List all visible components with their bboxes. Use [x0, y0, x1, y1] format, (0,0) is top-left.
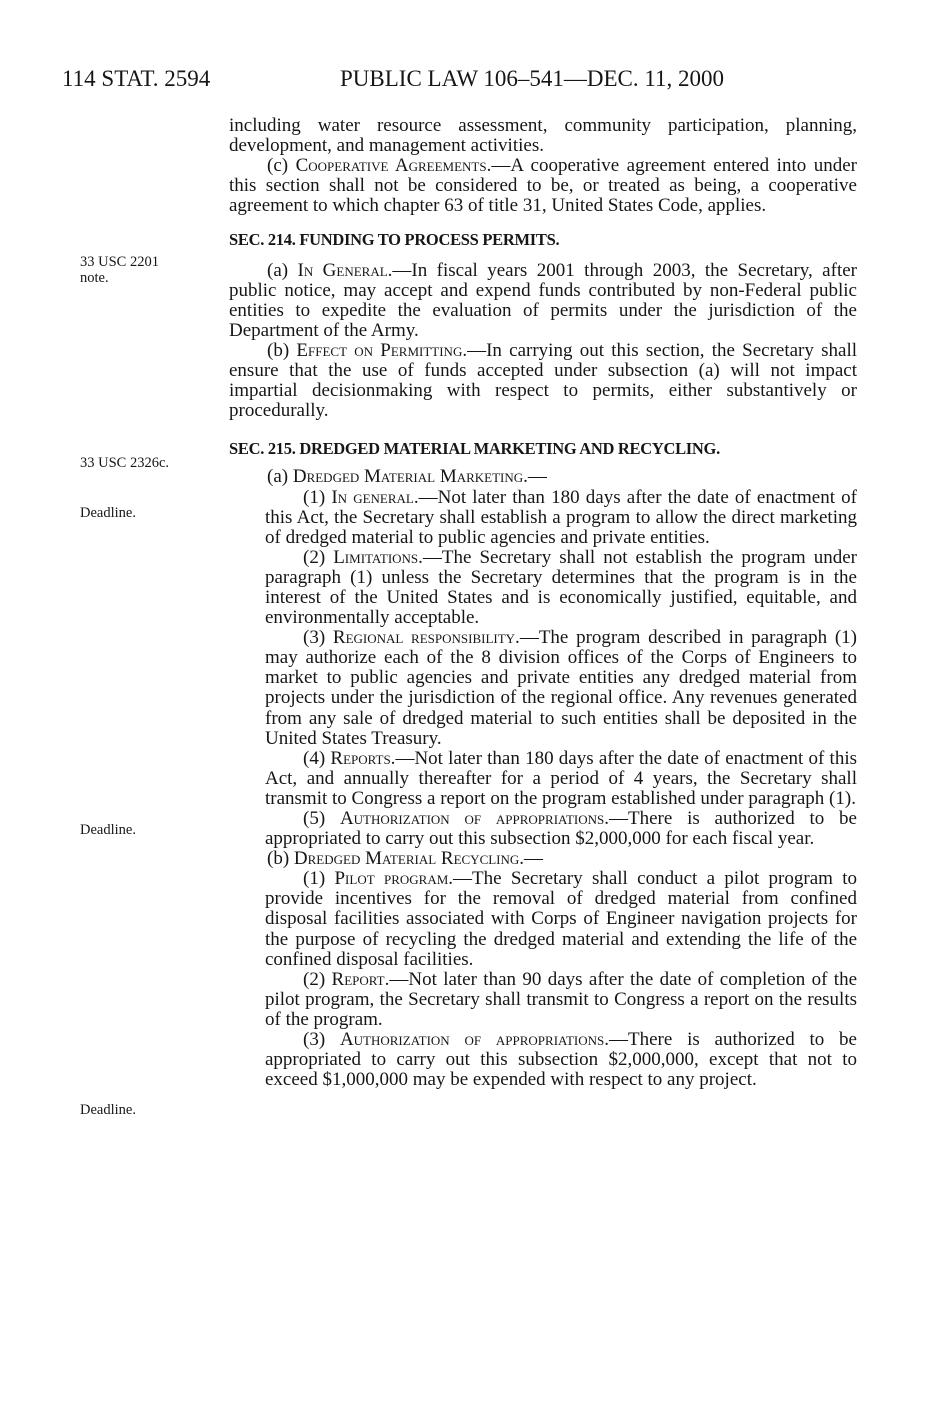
margin-note-line: note.	[80, 270, 109, 286]
section-215-heading: SEC. 215. DREDGED MATERIAL MARKETING AND RECYCLING.	[229, 439, 720, 459]
margin-note-deadline: Deadline.	[80, 1102, 136, 1118]
paragraph-prefix: (2)	[303, 968, 332, 990]
paragraph-heading: Effect on Permitting.	[296, 339, 468, 361]
paragraph-heading: Authorization of appropriations.	[339, 808, 609, 829]
paragraph-prefix: (2)	[303, 546, 334, 568]
paragraph-prefix: (3)	[303, 627, 333, 649]
paragraph-heading: In general.	[331, 486, 419, 508]
statute-body	[229, 116, 857, 1090]
section-215-a-3-regional-responsibility	[265, 628, 857, 749]
paragraph-heading: Dredged Material Recycling.	[293, 848, 525, 870]
section-215-subsection-a-heading	[229, 467, 857, 487]
section-214-heading: SEC. 214. FUNDING TO PROCESS PERMITS.	[229, 230, 560, 250]
paragraph-heading: Report.	[331, 968, 390, 990]
paragraph-prefix: (4)	[303, 747, 331, 769]
paragraph-text: —The program described in paragraph (1) may authorize each of the 8 division offices of the Corps of Engineers to market to public agencies and private entities any dredged material from projects under the jurisdiction of the regional office. Any revenues generated from any sale of dredged material to such entities shall be deposited in the United States Treasury.	[265, 627, 858, 749]
paragraph-text: —Not later than 180 days after the date of enactment of this Act, and annually thereafter for a period of 4 years, the Secretary shall transmit to Congress a report on the program established under paragraph (1).	[265, 747, 858, 809]
paragraph-heading: In General.	[297, 259, 393, 281]
section-215-b-1-pilot-program	[265, 869, 857, 969]
section-215-a-5-authorization	[265, 809, 857, 849]
paragraph-prefix: (b)	[267, 848, 294, 870]
paragraph-heading: Reports.	[330, 747, 396, 769]
paragraph-text: —Not later than 180 days after the date of enactment of this Act, the Secretary shall establish a program to allow the direct marketing of dredged material to public agencies and private entities.	[265, 486, 858, 548]
paragraph-dash: —	[524, 848, 544, 870]
paragraph-prefix: (1)	[303, 486, 332, 508]
paragraph-text: —In fiscal years 2001 through 2003, the Secretary, after public notice, may accept and expend funds contributed by non-Federal public entities to expedite the evaluation of permits under the jurisdiction of the Department of the Army.	[229, 259, 857, 341]
continuation-paragraph: including water resource assessment, community participation, planning, development, and management activities.	[229, 115, 857, 157]
paragraph-heading: Authorization of appropriations.	[339, 1029, 609, 1051]
section-215-a-4-reports	[265, 749, 857, 809]
paragraph-text: —There is authorized to be appropriated to carry out this subsection $2,000,000, except that not to exceed $1,000,000 may be expended with respect to any project.	[265, 1029, 857, 1091]
section-214-paragraph-b	[229, 341, 857, 421]
section-215-a-1-in-general	[265, 488, 857, 548]
paragraph-prefix: (3)	[303, 1029, 340, 1051]
paragraph-prefix: (a)	[267, 466, 293, 488]
paragraph-prefix: (b)	[267, 339, 297, 361]
paragraph-prefix: (1)	[303, 868, 335, 890]
margin-note-sec214-citation	[80, 254, 190, 286]
section-215-subsection-b-heading	[229, 849, 857, 869]
paragraph-heading: Pilot program.	[334, 868, 454, 890]
paragraph-dash: —	[527, 466, 547, 488]
margin-note-deadline: Deadline.	[80, 505, 136, 521]
paragraph-text: —A cooperative agreement entered into under this section shall not be considered to be, or treated as being, a cooperative agreement to which chapter 63 of title 31, United States Code, applies.	[229, 155, 857, 217]
paragraph-heading: Limitations.	[333, 546, 423, 568]
paragraph-heading: Cooperative Agreements.	[295, 155, 492, 177]
section-215-b-3-authorization	[265, 1030, 857, 1090]
paragraph-prefix: (a)	[267, 259, 298, 281]
section-214-paragraph-a	[229, 261, 857, 341]
public-law-title: PUBLIC LAW 106–541—DEC. 11, 2000	[340, 66, 725, 91]
paragraph-c-cooperative-agreements	[229, 156, 857, 216]
margin-note-line: 33 USC 2201	[80, 254, 159, 270]
paragraph-text: —In carrying out this section, the Secretary shall ensure that the use of funds accepted under subsection (a) will not impact impartial decisionmaking with respect to permits, either substantively or procedurally.	[229, 339, 858, 422]
paragraph-prefix: (5)	[303, 808, 340, 829]
paragraph-prefix: (c)	[267, 155, 296, 177]
paragraph-heading: Dredged Material Marketing.	[292, 466, 528, 488]
margin-note-sec215-citation: 33 USC 2326c.	[80, 455, 170, 471]
section-215-a-2-limitations	[265, 548, 857, 628]
paragraph-text: —The Secretary shall conduct a pilot program to provide incentives for the removal of dredged material from confined disposal facilities associated with Corps of Engineer navigation projects for the purpose of recycling the dredged material and extending the life of the confined disposal facilities.	[265, 868, 858, 970]
paragraph-heading: Regional responsibility.	[332, 627, 520, 649]
margin-note-deadline: Deadline.	[80, 822, 136, 838]
paragraph-text: —The Secretary shall not establish the program under paragraph (1) unless the Secretary determines that the program is in the interest of the United States and is economically justified, equitable, and environmentally acceptable.	[265, 546, 857, 629]
running-header	[62, 62, 882, 96]
paragraph-text: —There is authorized to be appropriated to carry out this subsection $2,000,000 for each fiscal year.	[265, 808, 857, 850]
section-215-b-2-report	[265, 970, 857, 1030]
paragraph-text: —Not later than 90 days after the date of completion of the pilot program, the Secretary shall transmit to Congress a report on the results of the program.	[265, 968, 858, 1030]
stat-citation: 114 STAT. 2594	[62, 66, 211, 91]
